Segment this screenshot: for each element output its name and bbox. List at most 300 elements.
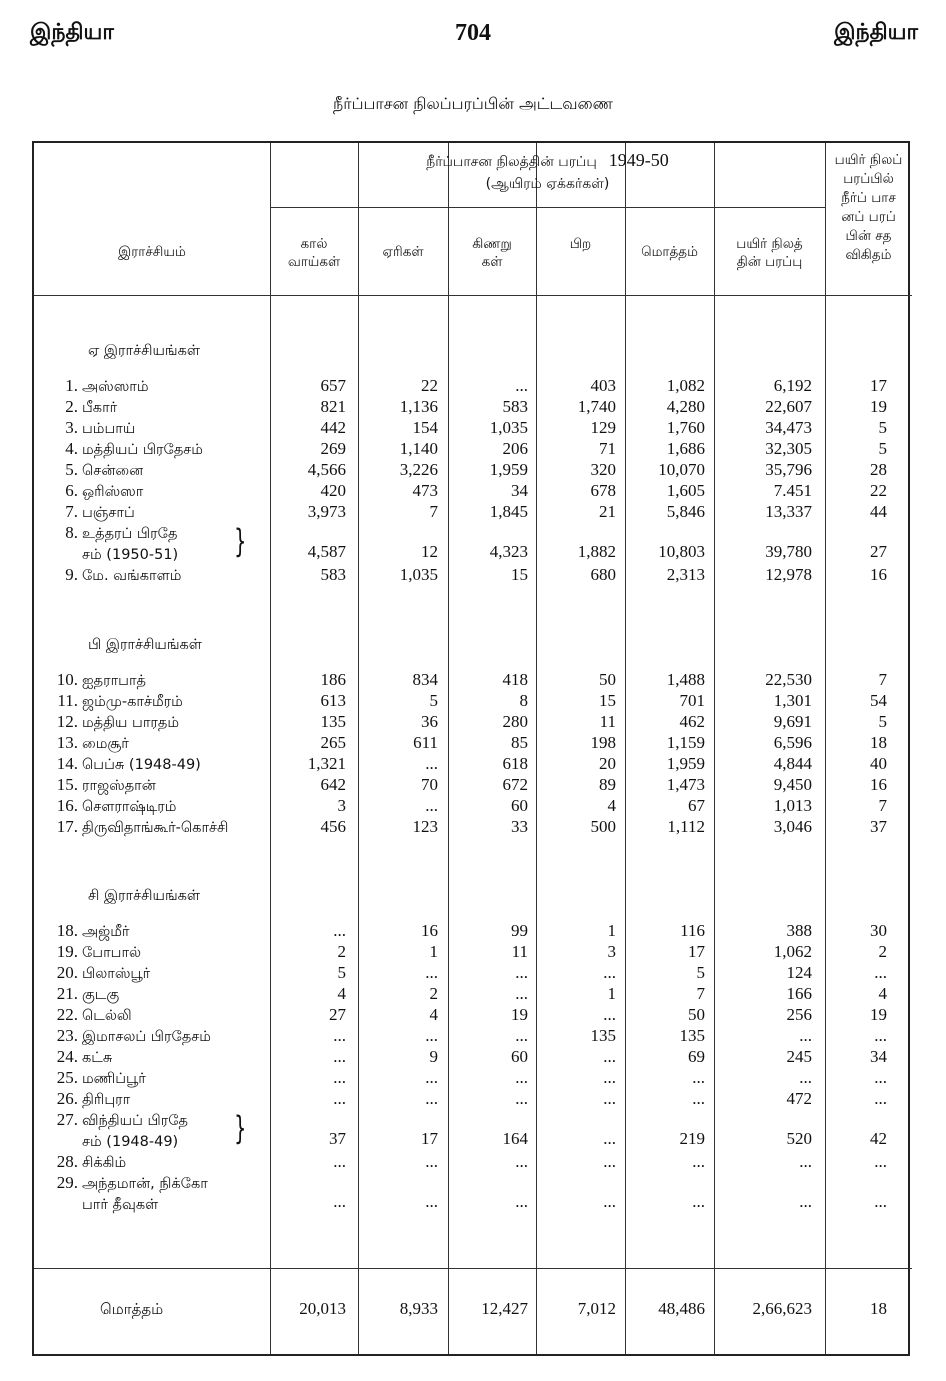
row-number: 8. bbox=[65, 523, 78, 542]
table-cell: 164 bbox=[502, 1129, 528, 1148]
table-cell: 3,046 bbox=[773, 817, 812, 836]
table-cell: 30 bbox=[870, 921, 887, 940]
table-cell: 2 bbox=[337, 942, 346, 961]
state-name bbox=[48, 501, 270, 524]
table-cell: 1,845 bbox=[489, 502, 528, 521]
table-row bbox=[34, 983, 912, 1004]
state-name bbox=[48, 1025, 270, 1048]
state-name bbox=[48, 711, 270, 734]
row-number: 27. bbox=[56, 1110, 78, 1129]
state-label: பெப்சு (1948-49) bbox=[82, 757, 201, 773]
table-cell: 154 bbox=[412, 418, 438, 437]
state-label: திருவிதாங்கூர்-கொச்சி bbox=[82, 820, 229, 836]
table-cell: 34 bbox=[870, 1047, 887, 1066]
table-cell: 1,959 bbox=[666, 754, 705, 773]
table-cell: 39,780 bbox=[765, 542, 812, 561]
table-cell: ... bbox=[515, 963, 528, 982]
table-cell: 4 bbox=[878, 984, 887, 1003]
table-cell: 124 bbox=[786, 963, 812, 982]
state-name bbox=[48, 962, 270, 985]
table-cell: 28 bbox=[870, 460, 887, 479]
table-cell: 19 bbox=[870, 397, 887, 416]
table-cell: ... bbox=[874, 1089, 887, 1108]
table-cell: 32,305 bbox=[765, 439, 812, 458]
table-cell: ... bbox=[692, 1089, 705, 1108]
table-cell: ... bbox=[333, 1089, 346, 1108]
table-cell: 3,973 bbox=[307, 502, 346, 521]
table-cell: 4,323 bbox=[489, 542, 528, 561]
table-cell: ... bbox=[515, 1192, 528, 1211]
table-cell: 4,844 bbox=[773, 754, 812, 773]
table-cell: 1,321 bbox=[307, 754, 346, 773]
table-cell: ... bbox=[874, 1152, 887, 1171]
state-name bbox=[48, 1046, 270, 1069]
row-number: 19. bbox=[56, 942, 78, 961]
header-line: பின் சத bbox=[845, 228, 892, 244]
table-cell: 1,686 bbox=[666, 439, 705, 458]
table-row bbox=[34, 564, 912, 585]
table-cell: 1 bbox=[429, 942, 438, 961]
table-cell: 473 bbox=[412, 481, 438, 500]
table-cell: 44 bbox=[870, 502, 887, 521]
table-cell: 116 bbox=[680, 921, 705, 940]
table-cell: 1,882 bbox=[577, 542, 616, 561]
brace-mark: } bbox=[234, 522, 247, 560]
table-cell: 8 bbox=[519, 691, 528, 710]
group-header-year: 1949-50 bbox=[608, 150, 669, 170]
other-column-header: பிற bbox=[569, 236, 592, 252]
table-cell: 1,035 bbox=[399, 565, 438, 584]
table-cell: ... bbox=[333, 1047, 346, 1066]
table-cell: 16 bbox=[870, 565, 887, 584]
table-cell: 70 bbox=[421, 775, 438, 794]
table-cell: 403 bbox=[590, 376, 616, 395]
table-cell: 500 bbox=[590, 817, 616, 836]
table-cell: 1 bbox=[607, 984, 616, 1003]
table-row bbox=[34, 1109, 912, 1149]
table-row bbox=[34, 459, 912, 480]
table-cell: 135 bbox=[590, 1026, 616, 1045]
table-row bbox=[34, 732, 912, 753]
header-line: தின் பரப்பு bbox=[736, 254, 803, 270]
total-label: மொத்தம் bbox=[100, 1300, 164, 1318]
header-line: பரப்பில் bbox=[843, 171, 894, 187]
state-name bbox=[48, 732, 270, 755]
table-cell: 33 bbox=[511, 817, 528, 836]
table-row bbox=[34, 1172, 912, 1212]
row-number: 29. bbox=[56, 1173, 78, 1192]
state-label: மணிப்பூர் bbox=[82, 1071, 146, 1087]
table-cell: 3 bbox=[607, 942, 616, 961]
total-cell: 7,012 bbox=[577, 1299, 616, 1318]
table-cell: 4,566 bbox=[307, 460, 346, 479]
table-cell: 18 bbox=[870, 733, 887, 752]
row-number: 25. bbox=[56, 1068, 78, 1087]
table-cell: 50 bbox=[688, 1005, 705, 1024]
state-label: பஞ்சாப் bbox=[82, 505, 135, 521]
group-header-title: நீர்ப்பாசன நிலத்தின் பரப்பு bbox=[426, 154, 597, 170]
table-cell: 420 bbox=[320, 481, 346, 500]
table-cell: 701 bbox=[679, 691, 705, 710]
table-cell: ... bbox=[515, 1152, 528, 1171]
table-cell: ... bbox=[425, 754, 438, 773]
table-cell: 37 bbox=[329, 1129, 346, 1148]
table-cell: 280 bbox=[502, 712, 528, 731]
table-cell: 37 bbox=[870, 817, 887, 836]
state-label: உத்தரப் பிரதே bbox=[82, 526, 178, 542]
table-cell: 22,530 bbox=[765, 670, 812, 689]
table-cell: 2,313 bbox=[666, 565, 705, 584]
table-cell: 7 bbox=[878, 796, 887, 815]
brace-mark: } bbox=[234, 1109, 247, 1147]
table-cell: 1,035 bbox=[489, 418, 528, 437]
table-cell: ... bbox=[425, 1068, 438, 1087]
header-line: னப் பரப் bbox=[841, 209, 896, 225]
table-cell: ... bbox=[603, 1005, 616, 1024]
table-cell: 71 bbox=[599, 439, 616, 458]
table-cell: 4 bbox=[607, 796, 616, 815]
total-column-header: மொத்தம் bbox=[641, 244, 698, 260]
table-cell: 67 bbox=[688, 796, 705, 815]
table-cell: 583 bbox=[502, 397, 528, 416]
table-cell: 6,596 bbox=[773, 733, 812, 752]
state-label-line2: சம் (1948-49) bbox=[82, 1134, 179, 1150]
table-cell: ... bbox=[874, 1026, 887, 1045]
table-cell: 1,473 bbox=[666, 775, 705, 794]
table-cell: 1,301 bbox=[773, 691, 812, 710]
table-cell: 21 bbox=[599, 502, 616, 521]
canals-column-header bbox=[270, 235, 358, 271]
table-cell: ... bbox=[425, 1152, 438, 1171]
state-label: பம்பாய் bbox=[82, 421, 136, 437]
table-row bbox=[34, 795, 912, 816]
table-cell: 99 bbox=[511, 921, 528, 940]
table-cell: ... bbox=[799, 1192, 812, 1211]
row-number: 28. bbox=[56, 1152, 78, 1171]
table-cell: 472 bbox=[786, 1089, 812, 1108]
table-cell: 27 bbox=[329, 1005, 346, 1024]
row-number: 3. bbox=[65, 418, 78, 437]
row-number: 1. bbox=[65, 376, 78, 395]
table-cell: 60 bbox=[511, 796, 528, 815]
irrigation-table bbox=[32, 141, 910, 1356]
table-cell: 2 bbox=[878, 942, 887, 961]
row-number: 9. bbox=[65, 565, 78, 584]
section-title: ஏ இராச்சியங்கள் bbox=[88, 343, 200, 359]
table-cell: 129 bbox=[590, 418, 616, 437]
table-cell: 89 bbox=[599, 775, 616, 794]
table-cell: ... bbox=[799, 1068, 812, 1087]
state-name bbox=[48, 1088, 270, 1111]
table-cell: 9,450 bbox=[773, 775, 812, 794]
cropped-column-header bbox=[714, 235, 825, 271]
table-cell: 69 bbox=[688, 1047, 705, 1066]
state-name bbox=[48, 920, 270, 943]
table-title: நீர்ப்பாசன நிலப்பரப்பின் அட்டவணை bbox=[332, 94, 613, 113]
state-name bbox=[48, 1172, 270, 1216]
table-cell: 1,082 bbox=[666, 376, 705, 395]
group-rule bbox=[270, 207, 825, 208]
table-cell: 269 bbox=[320, 439, 346, 458]
table-cell: 9 bbox=[429, 1047, 438, 1066]
total-cell: 18 bbox=[870, 1299, 887, 1318]
row-number: 5. bbox=[65, 460, 78, 479]
table-cell: 50 bbox=[599, 670, 616, 689]
state-name bbox=[48, 417, 270, 440]
table-cell: ... bbox=[692, 1152, 705, 1171]
table-row bbox=[34, 417, 912, 438]
table-cell: 1,140 bbox=[399, 439, 438, 458]
state-label: மத்தியப் பிரதேசம் bbox=[82, 442, 203, 458]
table-cell: 1,013 bbox=[773, 796, 812, 815]
table-cell: ... bbox=[603, 1192, 616, 1211]
running-header-left: இந்தியா bbox=[30, 20, 114, 45]
table-row bbox=[34, 375, 912, 396]
table-cell: ... bbox=[333, 1152, 346, 1171]
state-label: ஜம்மு-காச்மீரம் bbox=[82, 694, 183, 710]
total-row bbox=[34, 1298, 912, 1320]
table-cell: 5 bbox=[878, 439, 887, 458]
table-cell: 85 bbox=[511, 733, 528, 752]
table-cell: 186 bbox=[320, 670, 346, 689]
header-line: நீர்ப் பாச bbox=[841, 190, 896, 206]
table-cell: 12 bbox=[421, 542, 438, 561]
table-cell: 15 bbox=[599, 691, 616, 710]
table-row bbox=[34, 711, 912, 732]
state-name bbox=[48, 1067, 270, 1090]
state-name bbox=[48, 941, 270, 964]
total-cell: 20,013 bbox=[299, 1299, 346, 1318]
table-cell: 3,226 bbox=[399, 460, 438, 479]
total-cell: 48,486 bbox=[658, 1299, 705, 1318]
table-cell: 1,740 bbox=[577, 397, 616, 416]
table-cell: 16 bbox=[870, 775, 887, 794]
header-line: கள் bbox=[481, 254, 503, 270]
state-label: பிலாஸ்பூர் bbox=[82, 966, 151, 982]
table-row bbox=[34, 480, 912, 501]
table-row bbox=[34, 753, 912, 774]
state-label-line2: பார் தீவுகள் bbox=[82, 1197, 159, 1213]
state-name bbox=[48, 669, 270, 692]
page-number: 704 bbox=[455, 20, 491, 46]
state-name bbox=[48, 690, 270, 713]
table-row bbox=[34, 438, 912, 459]
state-label: இமாசலப் பிரதேசம் bbox=[82, 1029, 211, 1045]
table-cell: 19 bbox=[870, 1005, 887, 1024]
table-cell: 1,112 bbox=[667, 817, 705, 836]
state-column-header: இராச்சியம் bbox=[118, 244, 186, 260]
table-cell: 7 bbox=[878, 670, 887, 689]
table-cell: 678 bbox=[590, 481, 616, 500]
table-row bbox=[34, 1004, 912, 1025]
table-cell: 1,488 bbox=[666, 670, 705, 689]
table-row bbox=[34, 941, 912, 962]
table-cell: 245 bbox=[786, 1047, 812, 1066]
state-name bbox=[48, 1151, 270, 1174]
table-cell: 34 bbox=[511, 481, 528, 500]
table-cell: 613 bbox=[320, 691, 346, 710]
state-name bbox=[48, 753, 270, 776]
state-name bbox=[48, 522, 270, 566]
table-cell: ... bbox=[425, 1089, 438, 1108]
table-cell: ... bbox=[874, 963, 887, 982]
table-row bbox=[34, 962, 912, 983]
table-cell: 2 bbox=[429, 984, 438, 1003]
table-cell: ... bbox=[603, 1068, 616, 1087]
row-number: 23. bbox=[56, 1026, 78, 1045]
state-label: மைசூர் bbox=[82, 736, 129, 752]
header-rule bbox=[34, 295, 912, 296]
state-label: மே. வங்காளம் bbox=[82, 568, 182, 584]
total-cell: 12,427 bbox=[481, 1299, 528, 1318]
total-cell: 8,933 bbox=[399, 1299, 438, 1318]
table-cell: 4,280 bbox=[666, 397, 705, 416]
table-row bbox=[34, 501, 912, 522]
table-cell: 166 bbox=[786, 984, 812, 1003]
table-cell: 5 bbox=[878, 418, 887, 437]
table-cell: ... bbox=[874, 1068, 887, 1087]
header-line: கிணறு bbox=[472, 236, 512, 252]
row-number: 6. bbox=[65, 481, 78, 500]
table-cell: ... bbox=[515, 1026, 528, 1045]
table-cell: 11 bbox=[599, 712, 616, 731]
state-label: டெல்லி bbox=[82, 1008, 132, 1024]
row-number: 20. bbox=[56, 963, 78, 982]
row-number: 14. bbox=[56, 754, 78, 773]
table-cell: 22 bbox=[870, 481, 887, 500]
table-cell: ... bbox=[333, 1026, 346, 1045]
table-cell: 442 bbox=[320, 418, 346, 437]
row-number: 18. bbox=[56, 921, 78, 940]
row-number: 26. bbox=[56, 1089, 78, 1108]
wells-column-header bbox=[448, 235, 536, 271]
table-cell: 834 bbox=[412, 670, 438, 689]
table-cell: 6,192 bbox=[773, 376, 812, 395]
table-cell: 1,760 bbox=[666, 418, 705, 437]
table-cell: 7 bbox=[696, 984, 705, 1003]
table-cell: 821 bbox=[320, 397, 346, 416]
table-cell: 10,070 bbox=[658, 460, 705, 479]
table-cell: 219 bbox=[679, 1129, 705, 1148]
group-header-unit: (ஆயிரம் ஏக்கர்கள்) bbox=[485, 176, 610, 192]
table-row bbox=[34, 1088, 912, 1109]
table-cell: 4,587 bbox=[307, 542, 346, 561]
state-name bbox=[48, 564, 270, 587]
table-cell: 17 bbox=[688, 942, 705, 961]
table-cell: 10,803 bbox=[658, 542, 705, 561]
running-header-right: இந்தியா bbox=[834, 20, 918, 45]
table-cell: 135 bbox=[679, 1026, 705, 1045]
table-cell: 1,605 bbox=[666, 481, 705, 500]
row-number: 22. bbox=[56, 1005, 78, 1024]
state-label: அஜ்மீர் bbox=[82, 924, 130, 940]
header-line: வாய்கள் bbox=[287, 254, 341, 270]
table-cell: 34,473 bbox=[765, 418, 812, 437]
table-cell: ... bbox=[515, 376, 528, 395]
table-row bbox=[34, 1067, 912, 1088]
state-label: திரிபுரா bbox=[82, 1092, 131, 1108]
table-cell: ... bbox=[799, 1026, 812, 1045]
table-cell: 1,136 bbox=[399, 397, 438, 416]
state-label: அந்தமான், நிக்கோ bbox=[82, 1176, 208, 1192]
state-name bbox=[48, 480, 270, 503]
table-cell: 680 bbox=[590, 565, 616, 584]
table-row bbox=[34, 920, 912, 941]
table-cell: 7 bbox=[429, 502, 438, 521]
table-cell: 123 bbox=[412, 817, 438, 836]
state-name bbox=[48, 983, 270, 1006]
state-label: விந்தியப் பிரதே bbox=[82, 1113, 188, 1129]
table-cell: ... bbox=[603, 1047, 616, 1066]
table-cell: 256 bbox=[786, 1005, 812, 1024]
table-row bbox=[34, 1151, 912, 1172]
table-cell: ... bbox=[515, 1089, 528, 1108]
state-name bbox=[48, 1004, 270, 1027]
table-cell: 9,691 bbox=[773, 712, 812, 731]
table-cell: 54 bbox=[870, 691, 887, 710]
table-cell: 16 bbox=[421, 921, 438, 940]
table-cell: 135 bbox=[320, 712, 346, 731]
table-cell: 198 bbox=[590, 733, 616, 752]
table-cell: 388 bbox=[786, 921, 812, 940]
tanks-column-header: ஏரிகள் bbox=[382, 244, 424, 260]
table-cell: ... bbox=[425, 1026, 438, 1045]
table-row bbox=[34, 816, 912, 837]
row-number: 4. bbox=[65, 439, 78, 458]
state-name bbox=[48, 438, 270, 461]
table-cell: 5,846 bbox=[666, 502, 705, 521]
table-cell: 22,607 bbox=[765, 397, 812, 416]
state-label: சென்னை bbox=[82, 463, 144, 479]
table-cell: 60 bbox=[511, 1047, 528, 1066]
table-cell: 17 bbox=[421, 1129, 438, 1148]
table-cell: 657 bbox=[320, 376, 346, 395]
table-row bbox=[34, 690, 912, 711]
table-cell: 3 bbox=[337, 796, 346, 815]
row-number: 24. bbox=[56, 1047, 78, 1066]
table-cell: 5 bbox=[878, 712, 887, 731]
table-cell: ... bbox=[692, 1192, 705, 1211]
header-line: பயிர் நிலத் bbox=[736, 236, 803, 252]
table-cell: 206 bbox=[502, 439, 528, 458]
table-cell: 17 bbox=[870, 376, 887, 395]
table-cell: ... bbox=[333, 1192, 346, 1211]
table-cell: ... bbox=[603, 1152, 616, 1171]
table-cell: 265 bbox=[320, 733, 346, 752]
state-name bbox=[48, 1109, 270, 1153]
table-cell: 7.451 bbox=[773, 481, 812, 500]
table-cell: 618 bbox=[502, 754, 528, 773]
state-label-line2: சம் (1950-51) bbox=[82, 547, 179, 563]
table-cell: ... bbox=[425, 963, 438, 982]
row-number: 13. bbox=[56, 733, 78, 752]
table-cell: 22 bbox=[421, 376, 438, 395]
table-cell: ... bbox=[603, 963, 616, 982]
table-cell: 520 bbox=[786, 1129, 812, 1148]
table-cell: 1 bbox=[607, 921, 616, 940]
table-cell: 4 bbox=[429, 1005, 438, 1024]
table-cell: 19 bbox=[511, 1005, 528, 1024]
table-cell: ... bbox=[799, 1152, 812, 1171]
table-cell: 11 bbox=[511, 942, 528, 961]
state-name bbox=[48, 459, 270, 482]
table-cell: 20 bbox=[599, 754, 616, 773]
table-cell: 672 bbox=[502, 775, 528, 794]
table-cell: 1,959 bbox=[489, 460, 528, 479]
table-row bbox=[34, 1025, 912, 1046]
row-number: 15. bbox=[56, 775, 78, 794]
table-cell: 35,796 bbox=[765, 460, 812, 479]
